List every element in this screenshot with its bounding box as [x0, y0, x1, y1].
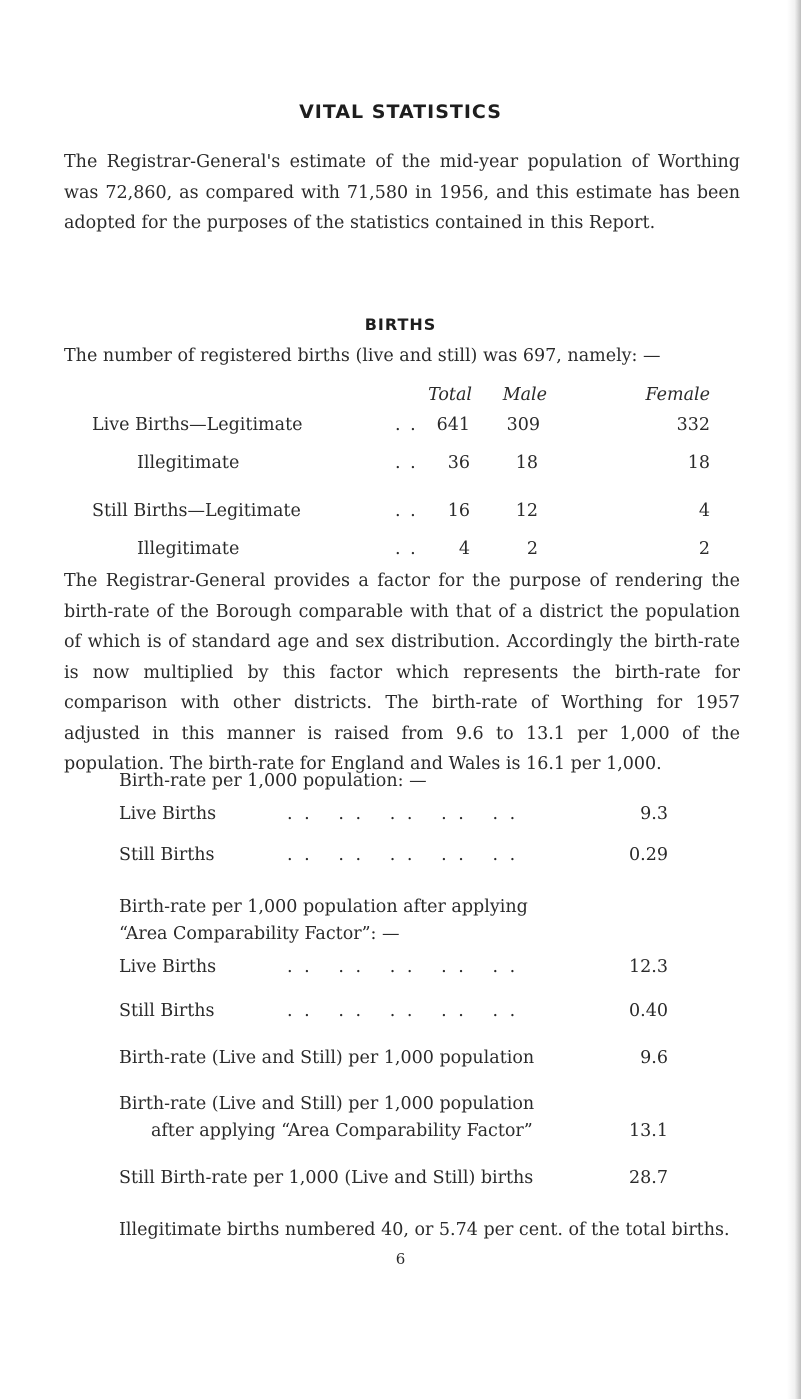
births-heading: BIRTHS	[364, 315, 437, 334]
row-leader: . .	[395, 501, 418, 521]
births-row-label: Live Births—Legitimate	[92, 415, 303, 435]
rate-value: 12.3	[629, 957, 668, 977]
births-total: 4	[458, 539, 470, 559]
rate-value: 9.3	[640, 804, 668, 824]
births-row-label: Illegitimate	[137, 539, 240, 559]
births-male: 2	[526, 539, 538, 559]
rate-value: 0.29	[629, 845, 668, 865]
rate-leader: . . . . . . . . . .	[287, 804, 519, 824]
births-total: 16	[447, 501, 470, 521]
col-male-header: Male	[502, 385, 547, 405]
births-female: 332	[676, 415, 710, 435]
births-intro: The number of registered births (live and still) was 697, namely: —	[64, 346, 661, 366]
births-female: 2	[698, 539, 710, 559]
row-leader: . .	[395, 539, 418, 559]
page-title: VITAL STATISTICS	[299, 101, 502, 123]
rate-label: Still Births	[119, 1001, 215, 1021]
rate-value: 0.40	[629, 1001, 668, 1021]
combined-rate-value: 9.6	[640, 1048, 668, 1068]
adjusted-rate-label: Birth-rate (Live and Still) per 1,000 population	[119, 1094, 535, 1114]
row-leader: . .	[395, 415, 418, 435]
closing-sentence: Illegitimate births numbered 40, or 5.74 per cent. of the total births.	[119, 1220, 730, 1240]
col-female-header: Female	[645, 385, 710, 405]
rates-section1-heading: Birth-rate per 1,000 population: —	[119, 771, 427, 791]
row-leader: . .	[395, 453, 418, 473]
rate-leader: . . . . . . . . . .	[287, 1001, 519, 1021]
col-total-header: Total	[428, 385, 472, 405]
page-number: 6	[395, 1250, 406, 1268]
still-birth-rate-label: Still Birth-rate per 1,000 (Live and Still) births	[119, 1168, 534, 1188]
births-total: 641	[436, 415, 470, 435]
births-row-label: Illegitimate	[137, 453, 240, 473]
binding-shadow	[787, 0, 801, 1399]
births-male: 18	[515, 453, 538, 473]
still-birth-rate-value: 28.7	[629, 1168, 668, 1188]
factor-paragraph: The Registrar-General provides a factor for the purpose of rendering the birth-rate of the Borough comparable with that of a district the population of which is of standard age and sex distribution. Accordingly the birth-rate is now multiplied by this factor which represents the birth-rate for comparison with other districts. The birth-rate of Worthing for 1957 adjusted in this manner is raised from 9.6 to 13.1 per 1,000 of the population. The birth-rate for England and Wales is 16.1 per 1,000.	[64, 571, 740, 774]
births-female: 4	[698, 501, 710, 521]
births-male: 309	[506, 415, 540, 435]
births-male: 12	[515, 501, 538, 521]
rates-section2-heading: Birth-rate per 1,000 population after applying	[119, 897, 528, 917]
adjusted-rate-value: 13.1	[629, 1121, 668, 1141]
combined-rate-label: Birth-rate (Live and Still) per 1,000 population	[119, 1048, 535, 1068]
intro-paragraph: The Registrar-General's estimate of the mid-year population of Worthing was 72,860, as compared with 71,580 in 1956, and this estimate has been adopted for the purposes of the statistics contained in this Report.	[64, 152, 740, 233]
rate-leader: . . . . . . . . . .	[287, 957, 519, 977]
rate-label: Live Births	[119, 804, 217, 824]
births-female: 18	[687, 453, 710, 473]
rate-leader: . . . . . . . . . .	[287, 845, 519, 865]
rate-label: Still Births	[119, 845, 215, 865]
births-row-label: Still Births—Legitimate	[92, 501, 301, 521]
rate-label: Live Births	[119, 957, 217, 977]
adjusted-rate-label-cont: after applying “Area Comparability Factor”	[151, 1121, 533, 1141]
rates-section2-heading-cont: “Area Comparability Factor”: —	[119, 924, 400, 944]
births-total: 36	[447, 453, 470, 473]
